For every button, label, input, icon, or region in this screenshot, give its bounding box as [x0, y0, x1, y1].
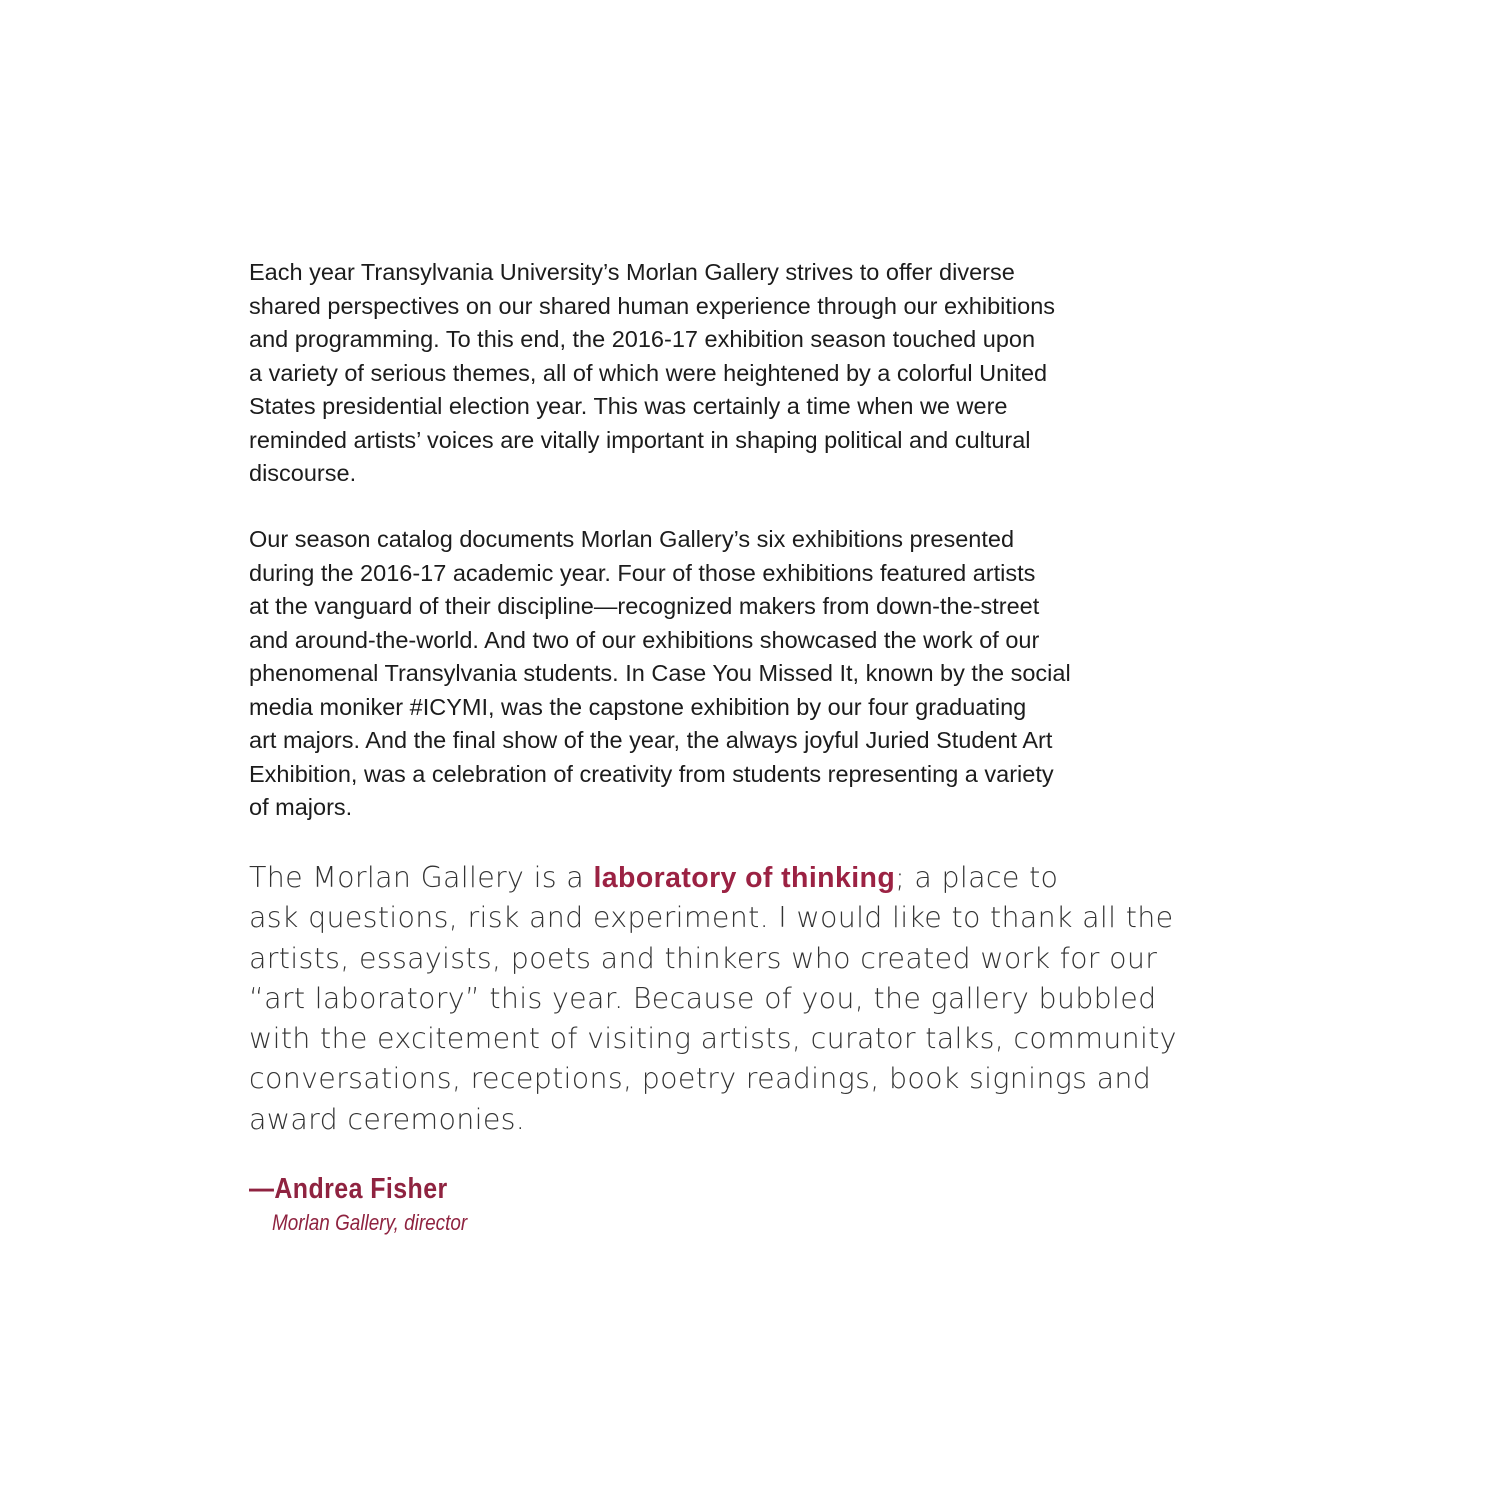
pull-quote	[249, 858, 1259, 1140]
quote-highlight: laboratory of thinking	[593, 862, 896, 894]
paragraph-line: a variety of serious themes, all of which were heightened by a colorful United	[249, 359, 1048, 386]
paragraph-line: of majors.	[249, 794, 353, 820]
signature-name: —Andrea Fisher	[249, 1173, 448, 1205]
intro-paragraph-1	[249, 256, 1259, 491]
signature-block	[249, 1172, 499, 1236]
quote-line: artists, essayists, poets and thinkers who created work for our	[249, 941, 1158, 975]
paragraph-line: States presidential election year. This was certainly a time when we were	[249, 393, 1008, 419]
paragraph-line: reminded artists’ voices are vitally important in shaping political and cultural	[249, 426, 1031, 453]
paragraph-line: at the vanguard of their discipline—recognized makers from down-the-street	[249, 593, 1040, 619]
paragraph-line: Exhibition, was a celebration of creativity from students representing a variety	[249, 760, 1054, 787]
quote-first-line	[249, 858, 1259, 898]
intro-paragraph-2	[249, 523, 1259, 825]
quote-line: conversations, receptions, poetry readings, book signings and	[249, 1062, 1152, 1096]
quote-text: The Morlan Gallery is a	[249, 861, 594, 894]
paragraph-line: shared perspectives on our shared human experience through our exhibitions	[249, 292, 1056, 319]
quote-line: ask questions, risk and experiment. I would like to thank all the	[249, 901, 1174, 935]
paragraph-line: Each year Transylvania University’s Morlan Gallery strives to offer diverse	[249, 259, 1015, 285]
paragraph-line: Our season catalog documents Morlan Gallery’s six exhibitions presented	[249, 526, 1015, 552]
paragraph-line: media moniker #ICYMI, was the capstone exhibition by our four graduating	[249, 693, 1027, 720]
quote-line: award ceremonies.	[249, 1102, 526, 1136]
paragraph-line: during the 2016-17 academic year. Four of those exhibitions featured artists	[249, 559, 1036, 586]
paragraph-line: discourse.	[249, 460, 357, 486]
paragraph-line: and programming. To this end, the 2016-17 exhibition season touched upon	[249, 326, 1036, 352]
paragraph-line: and around-the-world. And two of our exhibitions showcased the work of our	[249, 626, 1040, 653]
paragraph-line: art majors. And the final show of the year, the always joyful Juried Student Art	[249, 727, 1053, 753]
paragraph-line: phenomenal Transylvania students. In Case You Missed It, known by the social	[249, 660, 1071, 686]
signature-title: Morlan Gallery, director	[272, 1210, 468, 1235]
quote-text: ; a place to	[895, 861, 1059, 894]
quote-line: “art laboratory” this year. Because of you, the gallery bubbled	[249, 981, 1157, 1015]
quote-line: with the excitement of visiting artists, curator talks, community	[249, 1022, 1177, 1056]
